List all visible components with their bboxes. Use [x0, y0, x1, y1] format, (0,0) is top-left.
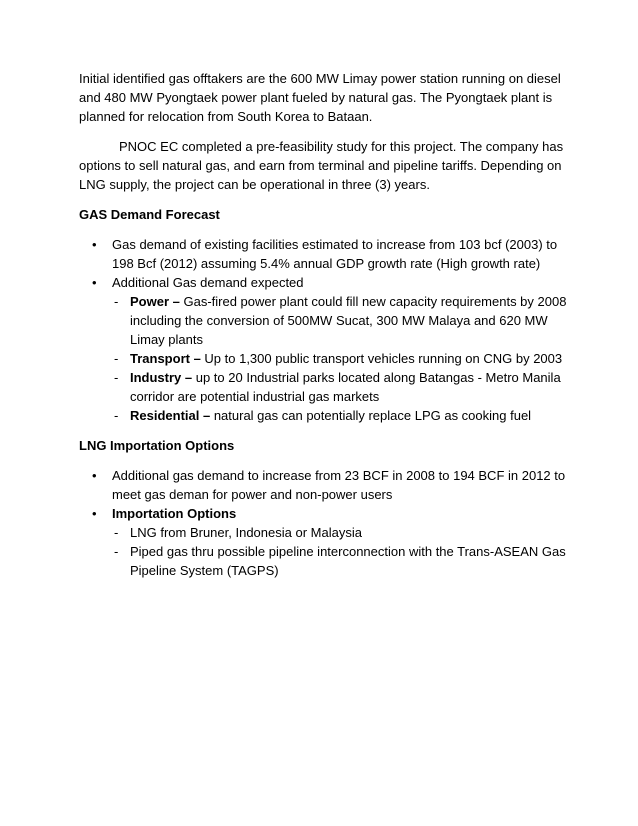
sublist-item-label: Transport –: [130, 351, 201, 366]
list-item: [79, 235, 578, 273]
list-item-text: Gas demand of existing facilities estimated to increase from 103 bcf (2003) to 198 Bcf (2012) assuming 5.4% annual GDP growth rate (High growth rate): [112, 237, 558, 271]
sublist-item-text: Gas-fired power plant could fill new capacity requirements by 2008 including the conversion of 500MW Sucat, 300 MW Malaya and 620 MW Limay plants: [130, 294, 567, 347]
intro-paragraph-1: Initial identified gas offtakers are the 600 MW Limay power station running on diesel and 480 MW Pyongtaek power plant fueled by natural gas. The Pyongtaek plant is planned for relocation from South Korea to Bataan.: [79, 71, 561, 124]
dash-icon: -: [114, 525, 119, 540]
sublist-item-text: Up to 1,300 public transport vehicles running on CNG by 2003: [200, 351, 563, 366]
dash-icon: -: [114, 294, 119, 309]
bullet-icon: •: [92, 275, 97, 290]
bullet-icon: •: [92, 468, 97, 483]
list-item: [79, 273, 578, 425]
sublist-item-industry: [112, 368, 578, 406]
lng-heading: LNG Importation Options: [79, 438, 235, 453]
bullet-icon: •: [92, 237, 97, 252]
sublist-item-text: Piped gas thru possible pipeline interconnection with the Trans-ASEAN Gas Pipeline System (TAGPS): [130, 544, 566, 578]
list-item-text: Additional gas demand to increase from 23 BCF in 2008 to 194 BCF in 2012 to meet gas deman for power and non-power users: [112, 468, 566, 502]
list-item: [79, 466, 578, 504]
sublist-item-text: up to 20 Industrial parks located along Batangas - Metro Manila corridor are potential industrial gas markets: [130, 370, 561, 404]
sublist-item-text: natural gas can potentially replace LPG as cooking fuel: [210, 408, 532, 423]
gas-demand-list: [79, 235, 578, 425]
dash-icon: -: [114, 544, 119, 559]
list-item-text: Additional Gas demand expected: [112, 275, 304, 290]
sublist-item-transport: [112, 349, 578, 368]
list-item: [79, 504, 578, 580]
sublist-item-label: Power –: [130, 294, 180, 309]
sublist-item-text: LNG from Bruner, Indonesia or Malaysia: [130, 525, 362, 540]
list-item-text: Importation Options: [112, 506, 237, 521]
bullet-icon: •: [92, 506, 97, 521]
sublist-item-residential: [112, 406, 578, 425]
gas-demand-heading: GAS Demand Forecast: [79, 207, 220, 222]
lng-sublist: [112, 523, 578, 580]
intro-paragraph-2: PNOC EC completed a pre-feasibility study for this project. The company has options to sell natural gas, and earn from terminal and pipeline tariffs. Depending on LNG supply, the project can be operational in three (3) years.: [79, 139, 564, 192]
gas-demand-sublist: [112, 292, 578, 425]
sublist-item-label: Residential –: [130, 408, 211, 423]
sublist-item: [112, 542, 578, 580]
dash-icon: -: [114, 408, 119, 423]
sublist-item-label: Industry –: [130, 370, 193, 385]
dash-icon: -: [114, 370, 119, 385]
dash-icon: -: [114, 351, 119, 366]
sublist-item: [112, 523, 578, 542]
sublist-item-power: [112, 292, 578, 349]
lng-list: [79, 466, 578, 580]
